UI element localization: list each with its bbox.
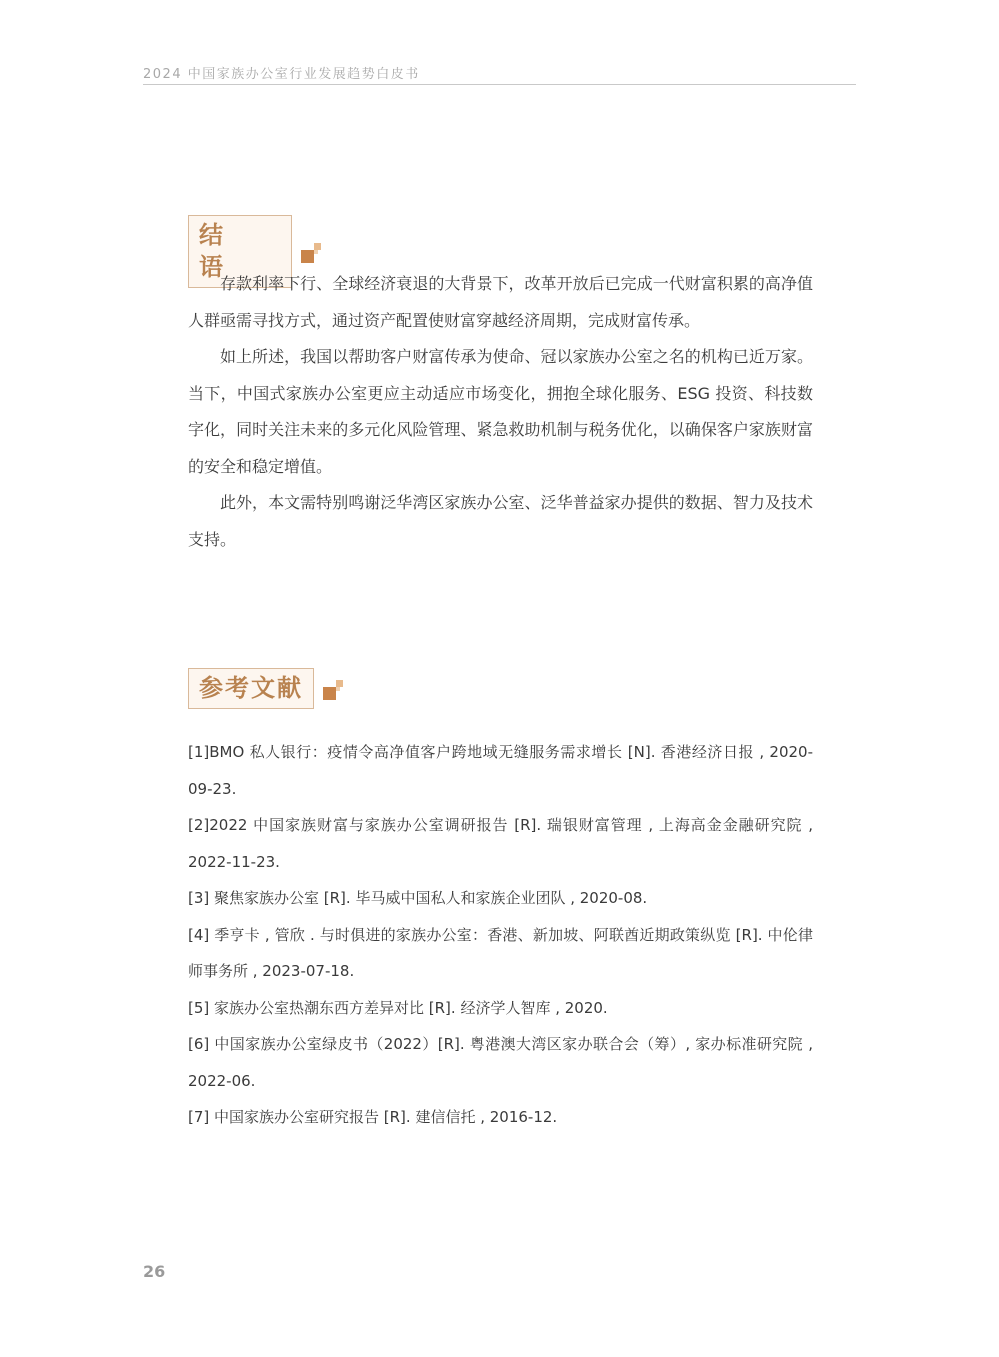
reference-item: [2]2022 中国家族财富与家族办公室调研报告 [R]. 瑞银财富管理 , 上海高金金融研究院 , 2022-11-23.: [188, 816, 813, 871]
reference-item: [7] 中国家族办公室研究报告 [R]. 建信信托 , 2016-12.: [188, 1108, 558, 1126]
conclusion-paragraph: 存款利率下行、全球经济衰退的大背景下，改革开放后已完成一代财富积累的高净值人群亟需寻找方式，通过资产配置使财富穿越经济周期，完成财富传承。: [188, 274, 813, 330]
page-number: 26: [143, 1262, 166, 1281]
heading-decoration-icon: [301, 240, 327, 268]
references-heading: [188, 668, 349, 709]
reference-item: [4] 季亨卡 , 管欣 . 与时俱进的家族办公室：香港、新加坡、阿联酋近期政策纵览 [R]. 中伦律师事务所 , 2023-07-18.: [188, 925, 813, 980]
header-divider: [143, 84, 856, 85]
reference-item: [5] 家族办公室热潮东西方差异对比 [R]. 经济学人智库 , 2020.: [188, 998, 608, 1017]
references-heading-label: 参考文献: [188, 668, 314, 709]
references-list: [188, 734, 813, 1136]
heading-decoration-icon: [323, 677, 349, 705]
conclusion-body: [188, 266, 813, 558]
reference-item: [3] 聚焦家族办公室 [R]. 毕马威中国私人和家族企业团队 , 2020-08.: [188, 889, 648, 907]
conclusion-paragraph: 如上所述，我国以帮助客户财富传承为使命、冠以家族办公室之名的机构已近万家。当下，中国式家族办公室更应主动适应市场变化，拥抱全球化服务、ESG 投资、科技数字化，同时关注未来的多元化风险管理、紧急救助机制与税务优化，以确保客户家族财富的安全和稳定增值。: [188, 347, 813, 476]
reference-item: [1]BMO 私人银行：疫情令高净值客户跨地域无缝服务需求增长 [N]. 香港经济日报 , 2020-09-23.: [188, 743, 813, 798]
reference-item: [6] 中国家族办公室绿皮书（2022）[R]. 粤港澳大湾区家办联合会（筹）, 家办标准研究院 , 2022-06.: [188, 1035, 813, 1090]
running-header-title: 2024 中国家族办公室行业发展趋势白皮书: [143, 67, 420, 82]
conclusion-paragraph: 此外，本文需特别鸣谢泛华湾区家族办公室、泛华普益家办提供的数据、智力及技术支持。: [188, 493, 813, 549]
conclusion-heading-label: 结语: [188, 215, 292, 288]
